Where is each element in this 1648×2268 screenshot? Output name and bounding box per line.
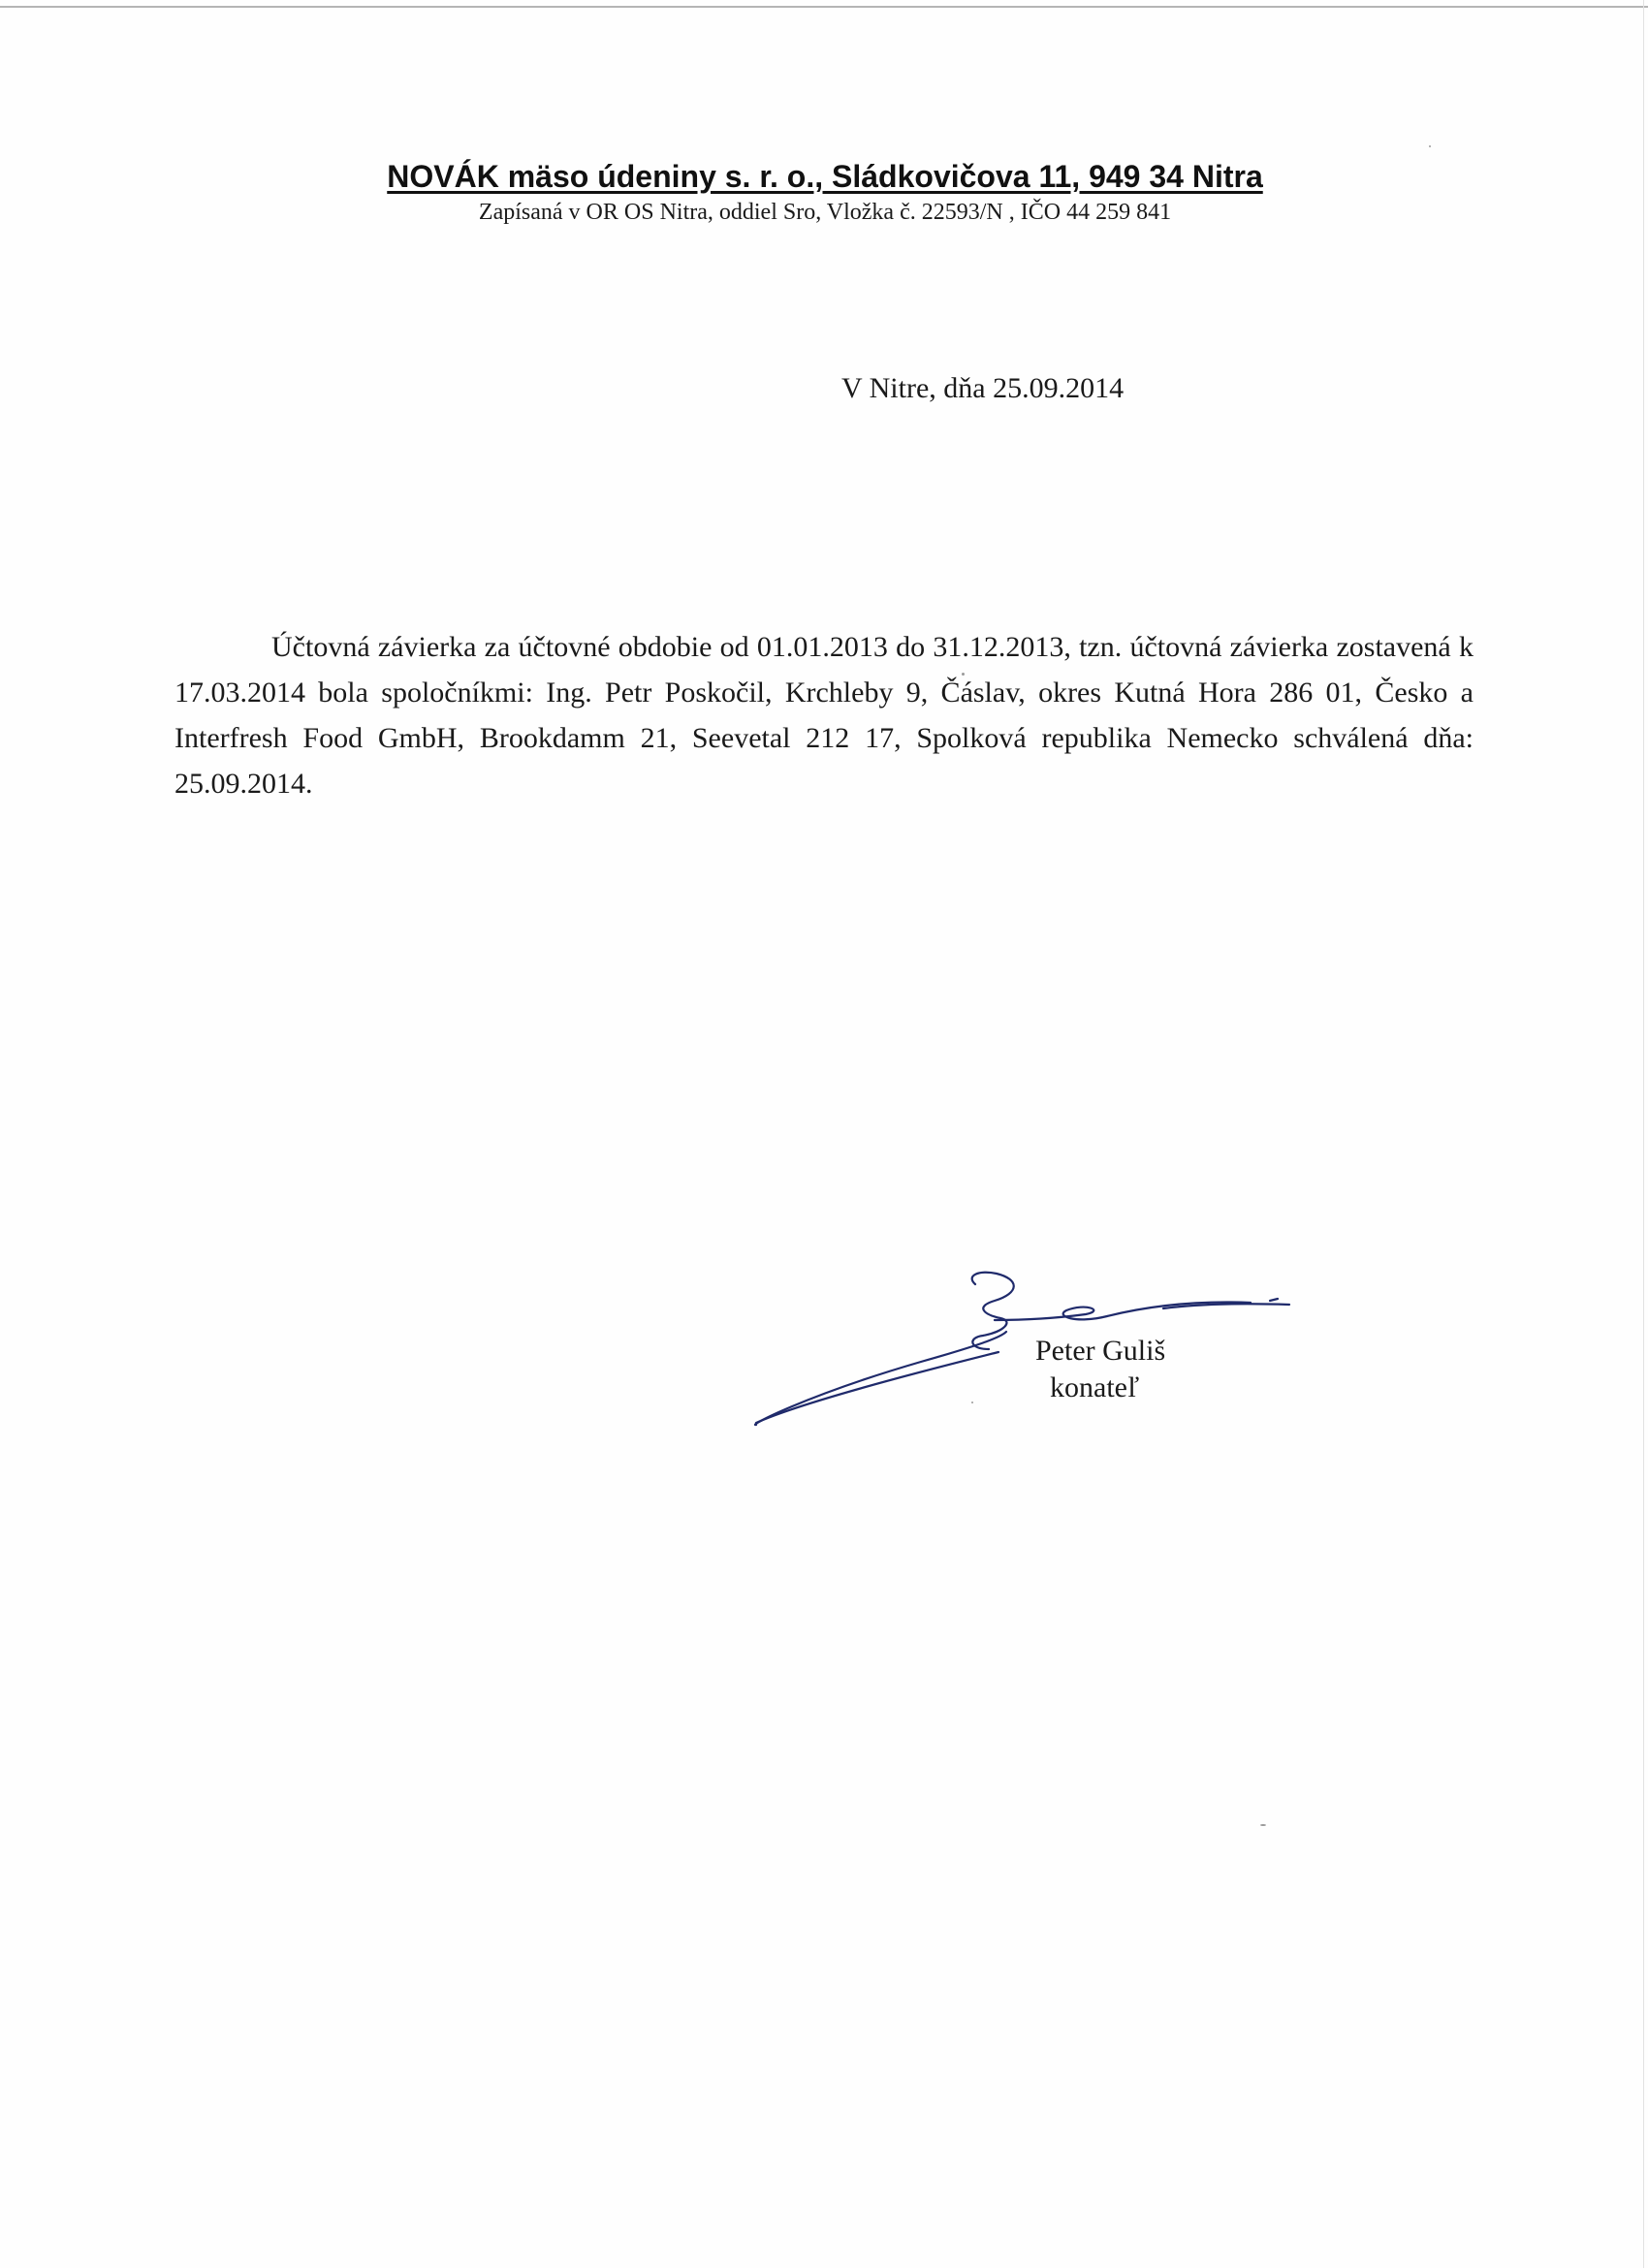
signer-name: Peter Guliš	[1035, 1335, 1166, 1367]
scan-top-edge	[0, 6, 1648, 8]
company-registration: Zapísaná v OR OS Nitra, oddiel Sro, Vložka č. 22593/N , IČO 44 259 841	[478, 200, 1172, 225]
company-name-address: NOVÁK mäso údeniny s. r. o., Sládkovičova 11, 949 34 Nitra	[387, 159, 1263, 194]
scan-speck	[1260, 1824, 1266, 1826]
scan-speck	[962, 673, 965, 676]
place-and-date: V Nitre, dňa 25.09.2014	[841, 372, 1125, 404]
scan-speck	[1429, 145, 1431, 147]
scan-right-edge	[1643, 0, 1644, 2268]
scan-speck	[971, 1402, 973, 1403]
signer-role: konateľ	[1050, 1371, 1140, 1403]
body-paragraph: Účtovná závierka za účtovné obdobie od 01.01.2013 do 31.12.2013, tzn. účtovná závierka zostavená k 17.03.2014 bola spoločníkmi: Ing. Petr Poskočil, Krchleby 9, Čáslav, okres Kutná Hora 286 01, Česko a Interfresh Food GmbH, Brookdamm 21, Seevetal 212 17, Spolková republika Nemecko schválená dňa: 25.09.2014.	[174, 631, 1474, 800]
